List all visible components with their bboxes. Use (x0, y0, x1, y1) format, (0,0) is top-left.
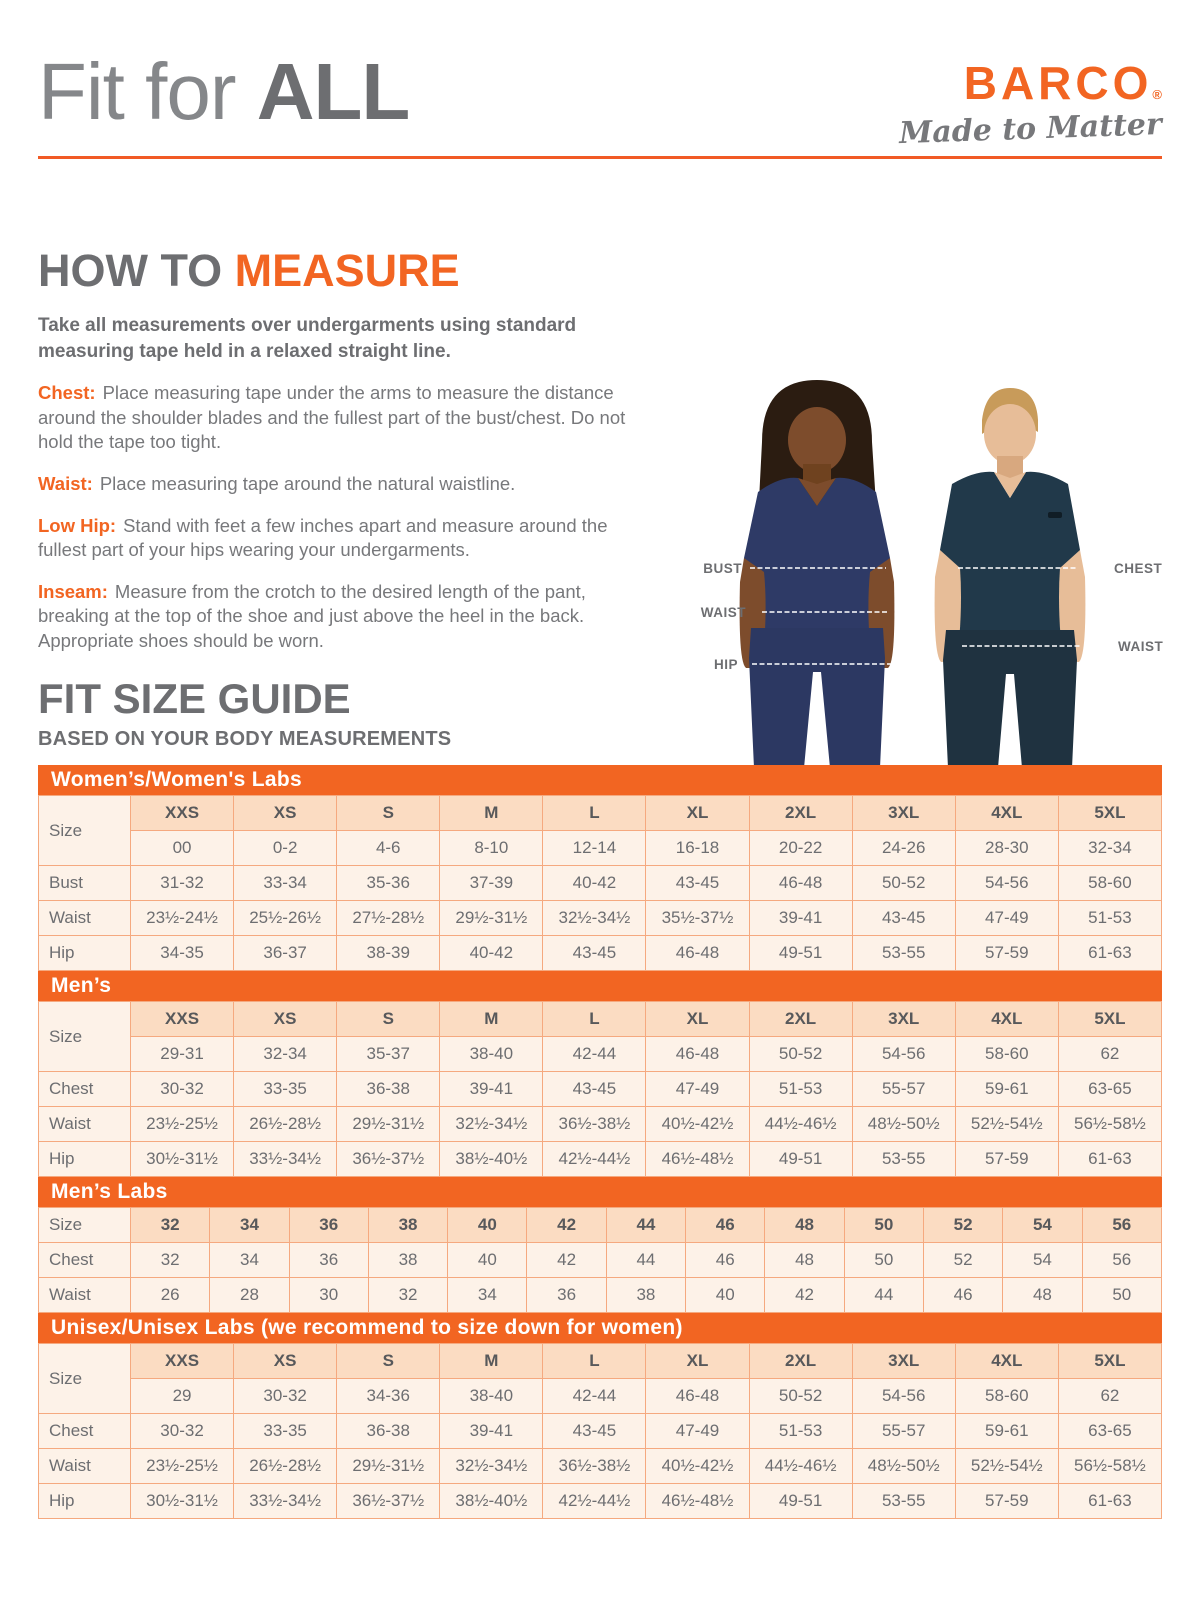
numeric-size-cell: 50-52 (749, 1037, 852, 1072)
size-column-header: L (543, 1002, 646, 1037)
male-model-figure (935, 388, 1086, 768)
measurement-cell: 33½-34½ (234, 1484, 337, 1519)
size-column-header: XS (234, 1002, 337, 1037)
measurement-cell: 53-55 (852, 936, 955, 971)
measurement-cell: 44½-46½ (749, 1449, 852, 1484)
size-row-label: Size (39, 796, 131, 866)
size-row-label: Size (39, 1002, 131, 1072)
measurement-cell: 36-38 (337, 1414, 440, 1449)
table-title-band: Men’s Labs (38, 1177, 1162, 1207)
page-title (38, 47, 410, 136)
measurement-cell: 33-34 (234, 866, 337, 901)
measure-intro: Take all measurements over undergarments using standard measuring tape held in a relaxed straight line. (38, 315, 577, 362)
size-column-header: 5XL (1058, 1002, 1161, 1037)
measurement-cell: 63-65 (1058, 1414, 1161, 1449)
numeric-size-cell: 12-14 (543, 831, 646, 866)
size-row-label: Size (39, 1208, 131, 1243)
size-column-header: 48 (765, 1208, 844, 1243)
measurement-cell: 51-53 (749, 1072, 852, 1107)
measure-step-text: Measure from the crotch to the desired length of the pant, breaking at the top of the shoe and just above the heel in the back. Appropriate shoes should be worn. (38, 580, 586, 652)
measurement-cell: 46 (686, 1243, 765, 1278)
measurement-cell: 40½-42½ (646, 1449, 749, 1484)
measurement-cell: 43-45 (852, 901, 955, 936)
size-column-header: 34 (210, 1208, 289, 1243)
measurement-cell: 61-63 (1058, 1484, 1161, 1519)
measurement-cell: 40-42 (543, 866, 646, 901)
measurement-cell: 46 (923, 1278, 1002, 1313)
measurement-cell: 29½-31½ (440, 901, 543, 936)
measurement-cell: 32 (131, 1243, 210, 1278)
measurement-cell: 26½-28½ (234, 1449, 337, 1484)
measure-step-text: Place measuring tape around the natural waistline. (99, 473, 516, 495)
measurement-cell: 58-60 (1058, 866, 1161, 901)
size-column-header: XS (234, 1344, 337, 1379)
numeric-size-cell: 62 (1058, 1379, 1161, 1414)
measurement-cell: 51-53 (1058, 901, 1161, 936)
size-column-header: M (440, 1002, 543, 1037)
numeric-size-cell: 62 (1058, 1037, 1161, 1072)
measurement-cell: 47-49 (646, 1414, 749, 1449)
numeric-size-cell: 42-44 (543, 1379, 646, 1414)
measurement-row-label: Hip (39, 1142, 131, 1177)
numeric-size-cell: 29 (131, 1379, 234, 1414)
size-column-header: L (543, 1344, 646, 1379)
measurement-cell: 61-63 (1058, 936, 1161, 971)
size-column-header: S (337, 1002, 440, 1037)
size-row-label: Size (39, 1344, 131, 1414)
header-divider (38, 156, 1162, 159)
bust-label: BUST (703, 561, 742, 576)
size-column-header: 44 (606, 1208, 685, 1243)
measurement-row-label: Waist (39, 901, 131, 936)
measurement-cell: 39-41 (749, 901, 852, 936)
measurement-cell: 27½-28½ (337, 901, 440, 936)
measurement-cell: 40½-42½ (646, 1107, 749, 1142)
size-column-header: 52 (923, 1208, 1002, 1243)
size-column-header: M (440, 1344, 543, 1379)
brand-header (38, 47, 1163, 162)
measurement-cell: 32½-34½ (543, 901, 646, 936)
measurement-cell: 36½-37½ (337, 1484, 440, 1519)
measurement-cell: 30-32 (131, 1072, 234, 1107)
size-tables (38, 765, 1162, 1519)
measurement-cell: 23½-24½ (131, 901, 234, 936)
measurement-cell: 32 (368, 1278, 447, 1313)
numeric-size-cell: 16-18 (646, 831, 749, 866)
measurement-cell: 56½-58½ (1058, 1449, 1161, 1484)
measurement-cell: 32½-34½ (440, 1449, 543, 1484)
measurement-cell: 48 (765, 1243, 844, 1278)
measurement-cell: 30 (289, 1278, 368, 1313)
measurement-cell: 34 (210, 1243, 289, 1278)
measurement-cell: 49-51 (749, 936, 852, 971)
measurement-cell: 50 (1082, 1278, 1161, 1313)
measurement-row-label: Waist (39, 1278, 131, 1313)
measurement-cell: 44 (606, 1243, 685, 1278)
size-column-header: S (337, 796, 440, 831)
size-column-header: 3XL (852, 796, 955, 831)
table-title-band: Women’s/Women's Labs (38, 765, 1162, 795)
measurement-row-label: Hip (39, 936, 131, 971)
size-column-header: XXS (131, 1344, 234, 1379)
measurement-cell: 46-48 (749, 866, 852, 901)
size-column-header: XL (646, 1344, 749, 1379)
measurement-cell: 30½-31½ (131, 1484, 234, 1519)
measurement-cell: 42 (765, 1278, 844, 1313)
numeric-size-cell: 32-34 (1058, 831, 1161, 866)
measurement-row-label: Waist (39, 1449, 131, 1484)
measurement-cell: 52 (923, 1243, 1002, 1278)
size-column-header: 46 (686, 1208, 765, 1243)
numeric-size-cell: 54-56 (852, 1037, 955, 1072)
measurement-cell: 23½-25½ (131, 1107, 234, 1142)
measurement-cell: 36 (527, 1278, 606, 1313)
measurement-cell: 49-51 (749, 1484, 852, 1519)
size-column-header: 38 (368, 1208, 447, 1243)
numeric-size-cell: 58-60 (955, 1037, 1058, 1072)
size-column-header: 5XL (1058, 1344, 1161, 1379)
numeric-size-cell: 28-30 (955, 831, 1058, 866)
measurement-cell: 40-42 (440, 936, 543, 971)
fit-size-guide-subtitle: BASED ON YOUR BODY MEASUREMENTS (38, 728, 452, 750)
measurement-row-label: Chest (39, 1243, 131, 1278)
barco-tagline: Made to Matter (898, 107, 1163, 152)
measurement-cell: 48 (1003, 1278, 1082, 1313)
measurement-cell: 26½-28½ (234, 1107, 337, 1142)
measurement-cell: 43-45 (543, 936, 646, 971)
measure-step-label: Waist: (38, 473, 93, 495)
measurement-row-label: Chest (39, 1072, 131, 1107)
measurement-cell: 54 (1003, 1243, 1082, 1278)
registered-trademark-icon: ® (1152, 87, 1162, 102)
size-column-header: 3XL (852, 1344, 955, 1379)
measurement-cell: 38-39 (337, 936, 440, 971)
size-column-header: XXS (131, 796, 234, 831)
size-column-header: 4XL (955, 796, 1058, 831)
measurement-cell: 59-61 (955, 1072, 1058, 1107)
measurement-cell: 38 (606, 1278, 685, 1313)
measurement-cell: 55-57 (852, 1414, 955, 1449)
measurement-cell: 54-56 (955, 866, 1058, 901)
size-column-header: M (440, 796, 543, 831)
measurement-cell: 47-49 (646, 1072, 749, 1107)
measure-step-text: Stand with feet a few inches apart and measure around the fullest part of your hips wearing your undergarments. (38, 514, 608, 561)
waist-label-woman: WAIST (700, 605, 746, 620)
numeric-size-cell: 46-48 (646, 1037, 749, 1072)
measure-step (38, 472, 633, 497)
measurement-cell: 36-38 (337, 1072, 440, 1107)
size-table (38, 1207, 1162, 1313)
female-model-figure (740, 380, 906, 768)
size-column-header: 42 (527, 1208, 606, 1243)
size-table (38, 795, 1162, 971)
measurement-cell: 38 (368, 1243, 447, 1278)
measurement-cell: 42 (527, 1243, 606, 1278)
measurement-cell: 35½-37½ (646, 901, 749, 936)
measurement-cell: 26 (131, 1278, 210, 1313)
measurement-cell: 43-45 (543, 1414, 646, 1449)
measure-step-label: Chest: (38, 382, 96, 404)
measurement-cell: 43-45 (646, 866, 749, 901)
models-illustration (680, 372, 1200, 768)
models-photo (680, 372, 1200, 768)
how-to-measure-title (38, 245, 638, 296)
measurement-cell: 30-32 (131, 1414, 234, 1449)
measurement-cell: 43-45 (543, 1072, 646, 1107)
measurement-cell: 57-59 (955, 1484, 1058, 1519)
measurement-cell: 48½-50½ (852, 1107, 955, 1142)
measurement-cell: 46½-48½ (646, 1142, 749, 1177)
size-column-header: 2XL (749, 796, 852, 831)
measurement-cell: 23½-25½ (131, 1449, 234, 1484)
numeric-size-cell: 38-40 (440, 1037, 543, 1072)
size-column-header: XL (646, 1002, 749, 1037)
measurement-cell: 46½-48½ (646, 1484, 749, 1519)
size-column-header: 4XL (955, 1002, 1058, 1037)
numeric-size-cell: 20-22 (749, 831, 852, 866)
numeric-size-cell: 50-52 (749, 1379, 852, 1414)
measure-steps (38, 381, 638, 653)
measurement-cell: 29½-31½ (337, 1449, 440, 1484)
fit-size-guide-header (38, 675, 452, 751)
size-column-header: 32 (131, 1208, 210, 1243)
chest-label: CHEST (1114, 561, 1163, 576)
measurement-cell: 59-61 (955, 1414, 1058, 1449)
hip-label: HIP (713, 657, 738, 672)
measure-step (38, 381, 633, 455)
table-title-band: Unisex/Unisex Labs (we recommend to size down for women) (38, 1313, 1162, 1343)
measurement-cell: 42½-44½ (543, 1142, 646, 1177)
measurement-cell: 49-51 (749, 1142, 852, 1177)
measurement-cell: 32½-34½ (440, 1107, 543, 1142)
numeric-size-cell: 38-40 (440, 1379, 543, 1414)
how-to-measure-section (38, 245, 638, 654)
measurement-cell: 56 (1082, 1243, 1161, 1278)
numeric-size-cell: 58-60 (955, 1379, 1058, 1414)
measurement-cell: 33-35 (234, 1414, 337, 1449)
numeric-size-cell: 8-10 (440, 831, 543, 866)
measurement-cell: 33-35 (234, 1072, 337, 1107)
waist-label-man: WAIST (1118, 639, 1164, 654)
size-column-header: 54 (1003, 1208, 1082, 1243)
fit-size-guide-title: FIT SIZE GUIDE (38, 675, 351, 722)
measure-step-text: Place measuring tape under the arms to measure the distance around the shoulder blades and the fullest part of the bust/chest. Do not hold the tape too tight. (38, 382, 626, 453)
measurement-cell: 61-63 (1058, 1142, 1161, 1177)
size-column-header: 2XL (749, 1344, 852, 1379)
size-column-header: 2XL (749, 1002, 852, 1037)
measurement-cell: 28 (210, 1278, 289, 1313)
how-to-measure-title-orange: MEASURE (234, 245, 460, 296)
size-column-header: XS (234, 796, 337, 831)
measurement-cell: 50-52 (852, 866, 955, 901)
measurement-cell: 48½-50½ (852, 1449, 955, 1484)
measurement-cell: 50 (844, 1243, 923, 1278)
measurement-cell: 36½-38½ (543, 1449, 646, 1484)
measure-step (38, 514, 633, 563)
numeric-size-cell: 29-31 (131, 1037, 234, 1072)
measurement-cell: 31-32 (131, 866, 234, 901)
page-title-bold: ALL (256, 47, 410, 136)
numeric-size-cell: 34-36 (337, 1379, 440, 1414)
measure-step (38, 580, 633, 654)
measurement-cell: 30½-31½ (131, 1142, 234, 1177)
size-column-header: 3XL (852, 1002, 955, 1037)
measurement-cell: 42½-44½ (543, 1484, 646, 1519)
barco-logo (898, 57, 1163, 152)
measurement-cell: 25½-26½ (234, 901, 337, 936)
measurement-cell: 34 (448, 1278, 527, 1313)
numeric-size-cell: 35-37 (337, 1037, 440, 1072)
measurement-cell: 63-65 (1058, 1072, 1161, 1107)
measurement-row-label: Bust (39, 866, 131, 901)
measurement-cell: 40 (448, 1243, 527, 1278)
numeric-size-cell: 42-44 (543, 1037, 646, 1072)
measurement-cell: 36½-38½ (543, 1107, 646, 1142)
measurement-cell: 36½-37½ (337, 1142, 440, 1177)
measurement-cell: 39-41 (440, 1414, 543, 1449)
size-column-header: S (337, 1344, 440, 1379)
measurement-cell: 53-55 (852, 1142, 955, 1177)
measurement-cell: 36-37 (234, 936, 337, 971)
measurement-cell: 52½-54½ (955, 1449, 1058, 1484)
measurement-row-label: Chest (39, 1414, 131, 1449)
measurement-cell: 40 (686, 1278, 765, 1313)
table-title-band: Men’s (38, 971, 1162, 1001)
measurement-cell: 36 (289, 1243, 368, 1278)
measure-step-label: Inseam: (38, 580, 108, 602)
measurement-row-label: Hip (39, 1484, 131, 1519)
measurement-cell: 29½-31½ (337, 1107, 440, 1142)
numeric-size-cell: 32-34 (234, 1037, 337, 1072)
size-column-header: 5XL (1058, 796, 1161, 831)
size-column-header: XXS (131, 1002, 234, 1037)
measurement-cell: 44 (844, 1278, 923, 1313)
numeric-size-cell: 0-2 (234, 831, 337, 866)
numeric-size-cell: 24-26 (852, 831, 955, 866)
measurement-cell: 38½-40½ (440, 1142, 543, 1177)
numeric-size-cell: 00 (131, 831, 234, 866)
numeric-size-cell: 4-6 (337, 831, 440, 866)
measure-step-label: Low Hip: (38, 514, 117, 536)
size-column-header: 40 (448, 1208, 527, 1243)
measurement-cell: 46-48 (646, 936, 749, 971)
numeric-size-cell: 46-48 (646, 1379, 749, 1414)
measurement-cell: 38½-40½ (440, 1484, 543, 1519)
measurement-cell: 53-55 (852, 1484, 955, 1519)
size-column-header: 50 (844, 1208, 923, 1243)
measurement-cell: 47-49 (955, 901, 1058, 936)
measurement-row-label: Waist (39, 1107, 131, 1142)
measurement-cell: 57-59 (955, 1142, 1058, 1177)
size-column-header: L (543, 796, 646, 831)
size-column-header: 36 (289, 1208, 368, 1243)
measurement-cell: 44½-46½ (749, 1107, 852, 1142)
measurement-cell: 35-36 (337, 866, 440, 901)
numeric-size-cell: 30-32 (234, 1379, 337, 1414)
size-column-header: 56 (1082, 1208, 1161, 1243)
measurement-cell: 52½-54½ (955, 1107, 1058, 1142)
measurement-cell: 51-53 (749, 1414, 852, 1449)
size-table (38, 1343, 1162, 1519)
size-column-header: XL (646, 796, 749, 831)
measurement-cell: 34-35 (131, 936, 234, 971)
measurement-cell: 57-59 (955, 936, 1058, 971)
how-to-measure-title-gray: HOW TO (38, 245, 235, 296)
measurement-cell: 39-41 (440, 1072, 543, 1107)
measurement-cell: 37-39 (440, 866, 543, 901)
page-title-light: Fit for (38, 47, 257, 136)
numeric-size-cell: 54-56 (852, 1379, 955, 1414)
size-table (38, 1001, 1162, 1177)
measurement-cell: 33½-34½ (234, 1142, 337, 1177)
barco-logo-wordmark: BARCO® (963, 57, 1162, 109)
size-column-header: 4XL (955, 1344, 1058, 1379)
measurement-cell: 55-57 (852, 1072, 955, 1107)
measurement-cell: 56½-58½ (1058, 1107, 1161, 1142)
